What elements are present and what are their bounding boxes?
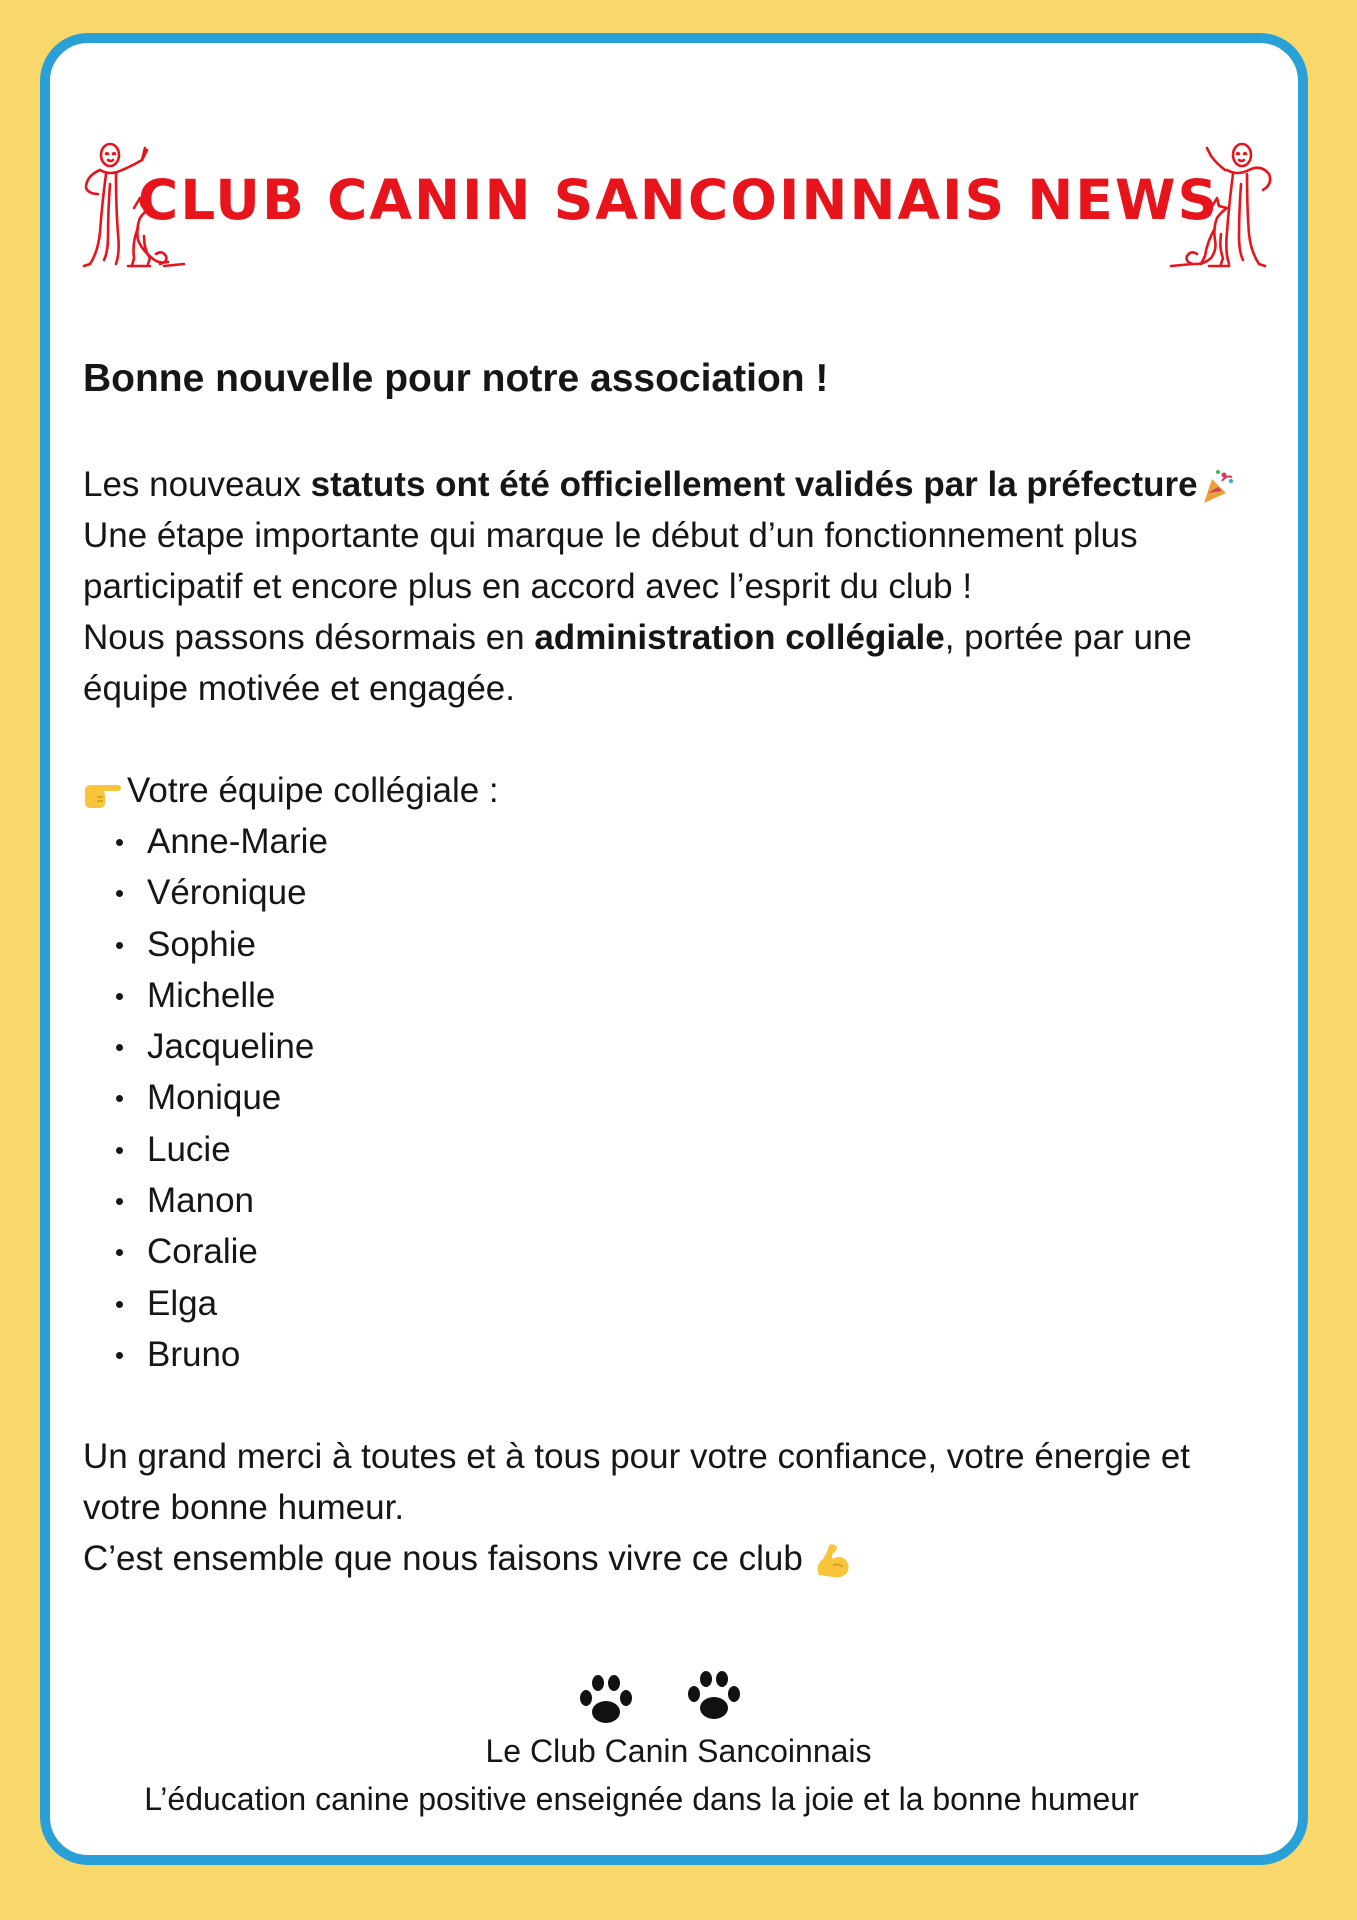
footer-tagline: L’éducation canine positive enseignée dans la joie et la bonne humeur — [144, 1781, 1139, 1817]
list-item: Manon — [83, 1175, 1273, 1226]
flexed-biceps-icon — [813, 1541, 853, 1581]
list-item: Anne-Marie — [83, 816, 1273, 867]
team-label — [83, 765, 1273, 816]
list-item: Monique — [83, 1072, 1273, 1123]
closing-paragraph — [83, 1533, 1273, 1584]
etape-paragraph: Une étape importante qui marque le début d’un fonctionnement plus participatif et encore plus en accord avec l’esprit du club ! — [83, 516, 1138, 606]
administration-text: Nous passons désormais en — [83, 618, 535, 657]
footer-club-name: Le Club Canin Sancoinnais — [485, 1733, 872, 1769]
list-item: Michelle — [83, 970, 1273, 1021]
statuts-text: Les nouveaux — [83, 465, 311, 504]
party-popper-icon — [1198, 467, 1238, 507]
statuts-bold-text: statuts ont été officiellement validés par la préfecture — [310, 465, 1198, 504]
list-item: Coralie — [83, 1226, 1273, 1277]
article-body — [83, 350, 1273, 1584]
closing-text: C’est ensemble que nous faisons vivre ce club — [83, 1539, 803, 1579]
paw-prints-icon — [572, 1668, 748, 1730]
administration-bold-text: administration collégiale — [534, 618, 945, 657]
list-item: Jacqueline — [83, 1021, 1273, 1072]
newsletter-title: CLUB CANIN SANCOINNAIS NEWS — [137, 168, 1220, 232]
pointing-hand-icon — [83, 775, 123, 811]
list-item: Bruno — [83, 1329, 1273, 1380]
statuts-paragraph — [83, 459, 1273, 510]
list-item: Elga — [83, 1278, 1273, 1329]
list-item: Sophie — [83, 919, 1273, 970]
thanks-paragraph: Un grand merci à toutes et à tous pour votre confiance, votre énergie et votre bonne humeur. — [83, 1437, 1191, 1528]
team-member-list — [83, 816, 1273, 1380]
article-headline: Bonne nouvelle pour notre association ! — [83, 357, 829, 400]
list-item: Lucie — [83, 1124, 1273, 1175]
administration-post-text: , portée par une équipe motivée et engagée. — [83, 618, 1192, 708]
administration-paragraph — [83, 612, 1273, 714]
team-label-text: Votre équipe collégiale : — [127, 771, 499, 810]
list-item: Véronique — [83, 867, 1273, 918]
